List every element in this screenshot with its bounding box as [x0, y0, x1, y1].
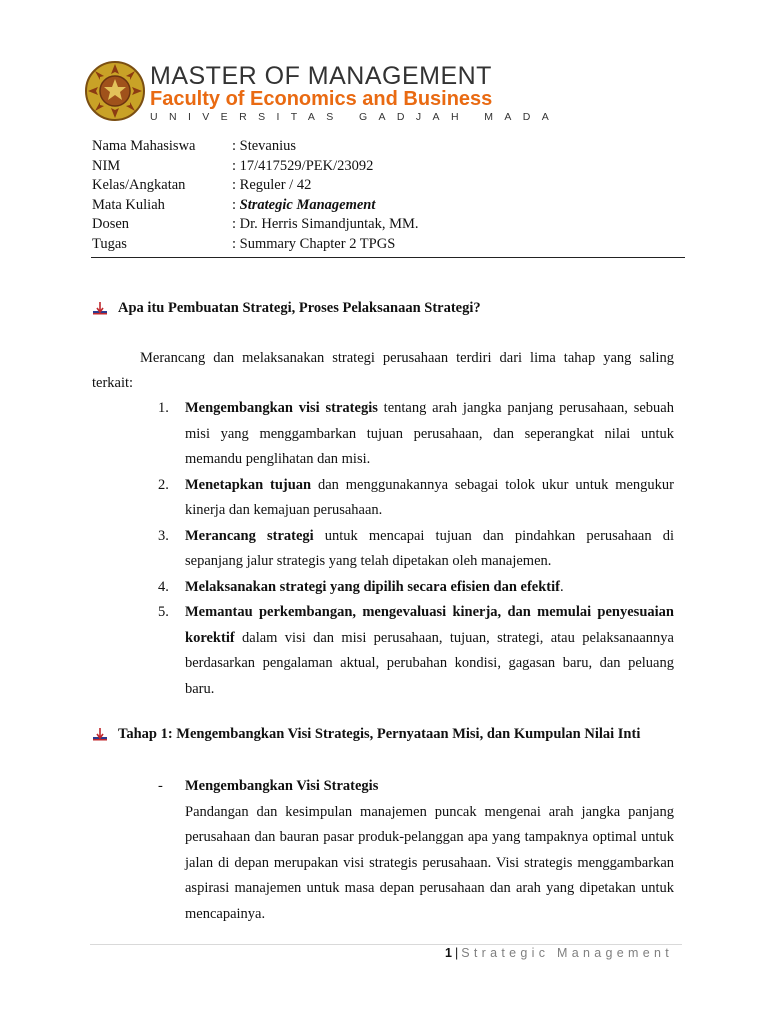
list-text: Mengembangkan visi strategis tentang arah jangka panjang perusahaan, sebuah misi yang menggambarkan tujuan perusahaan, dan seperangkat nilai untuk memandu penglihatan dan misi. — [185, 400, 674, 467]
list-number: 3. — [158, 527, 169, 544]
program-title: MASTER OF MANAGEMENT — [150, 62, 492, 90]
list-item — [158, 575, 674, 601]
info-label: NIM — [92, 157, 121, 174]
list-item — [158, 473, 674, 524]
list-number: 1. — [158, 400, 169, 416]
section-heading-text: Apa itu Pembuatan Strategi, Proses Pelaksanaan Strategi? — [118, 300, 481, 316]
info-row — [92, 176, 418, 196]
info-row — [92, 196, 418, 216]
university-name: UNIVERSITAS GADJAH MADA — [150, 111, 561, 123]
info-value-prefix: : — [232, 196, 240, 213]
subsection-body — [185, 774, 674, 927]
info-value — [232, 196, 375, 216]
university-seal-icon — [84, 60, 146, 122]
letterhead — [84, 60, 561, 128]
footer-separator: | — [454, 946, 459, 960]
info-label: Tugas — [92, 235, 127, 252]
section-heading-1 — [92, 300, 481, 317]
footer-divider — [90, 944, 682, 945]
arrow-bullet-icon — [92, 727, 108, 743]
list-text: Melaksanakan strategi yang dipilih secara efisien dan efektif. — [185, 578, 564, 595]
course-name: Strategic Management — [239, 196, 376, 213]
page-number: 1 — [445, 946, 452, 960]
info-value: : Stevanius — [232, 138, 297, 154]
info-value: : Summary Chapter 2 TPGS — [232, 235, 396, 252]
subsection-text: Pandangan dan kesimpulan manajemen puncak mengenai arah jangka panjang perusahaan dan bauran pasar produk-pelanggan apa yang tampaknya optimal untuk jalan di depan merupakan visi strategis perusahaan. Visi strategis menggambarkan aspirasi manajemen untuk masa depan perusahaan dan arah yang dipetakan untuk mencapainya. — [185, 803, 674, 922]
subsection-title: Mengembangkan Visi Strategis — [185, 778, 379, 794]
dash-bullet: - — [158, 778, 163, 794]
info-label: Nama Mahasiswa — [92, 138, 196, 154]
section-heading-text: Tahap 1: Mengembangkan Visi Strategis, Pernyataan Misi, dan Kumpulan Nilai Inti — [118, 726, 641, 742]
info-label: Mata Kuliah — [92, 196, 165, 213]
page-footer — [445, 946, 673, 960]
section-heading-2 — [92, 726, 640, 743]
student-info — [92, 137, 418, 255]
info-row — [92, 215, 418, 235]
list-number: 4. — [158, 578, 169, 595]
list-item — [158, 600, 674, 702]
info-value: : 17/417529/PEK/23092 — [232, 157, 374, 174]
info-value: : Dr. Herris Simandjuntak, MM. — [232, 216, 419, 233]
footer-label: Strategic Management — [461, 946, 673, 960]
list-text: Menetapkan tujuan dan menggunakannya sebagai tolok ukur untuk mengukur kinerja dan kemajuan perusahaan. — [185, 476, 674, 518]
list-item — [158, 396, 674, 473]
subsection-item — [158, 774, 674, 927]
info-value: : Reguler / 42 — [232, 177, 312, 194]
info-label: Dosen — [92, 216, 130, 233]
list-text: Memantau perkembangan, mengevaluasi kinerja, dan memulai penyesuaian korektif dalam visi dan misi perusahaan, tujuan, strategi, atau pelaksanaannya berdasarkan pengalaman aktual, perubahan kondisi, gagasan baru, dan peluang baru. — [185, 604, 674, 697]
info-label: Kelas/Angkatan — [92, 177, 186, 194]
list-text: Merancang strategi untuk mencapai tujuan dan pindahkan perusahaan di sepanjang jalur strategis yang telah dipetakan oleh manajemen. — [185, 527, 674, 569]
faculty-name: Faculty of Economics and Business — [150, 88, 493, 110]
list-number: 2. — [158, 476, 169, 493]
arrow-bullet-icon — [92, 301, 108, 317]
list-number: 5. — [158, 604, 169, 620]
info-row — [92, 157, 418, 177]
header-divider — [91, 257, 685, 258]
intro-paragraph: Merancang dan melaksanakan strategi perusahaan terdiri dari lima tahap yang saling terkait: — [92, 350, 674, 391]
list-item — [158, 524, 674, 575]
stages-list — [158, 396, 674, 702]
info-row — [92, 235, 418, 255]
info-row — [92, 137, 418, 157]
